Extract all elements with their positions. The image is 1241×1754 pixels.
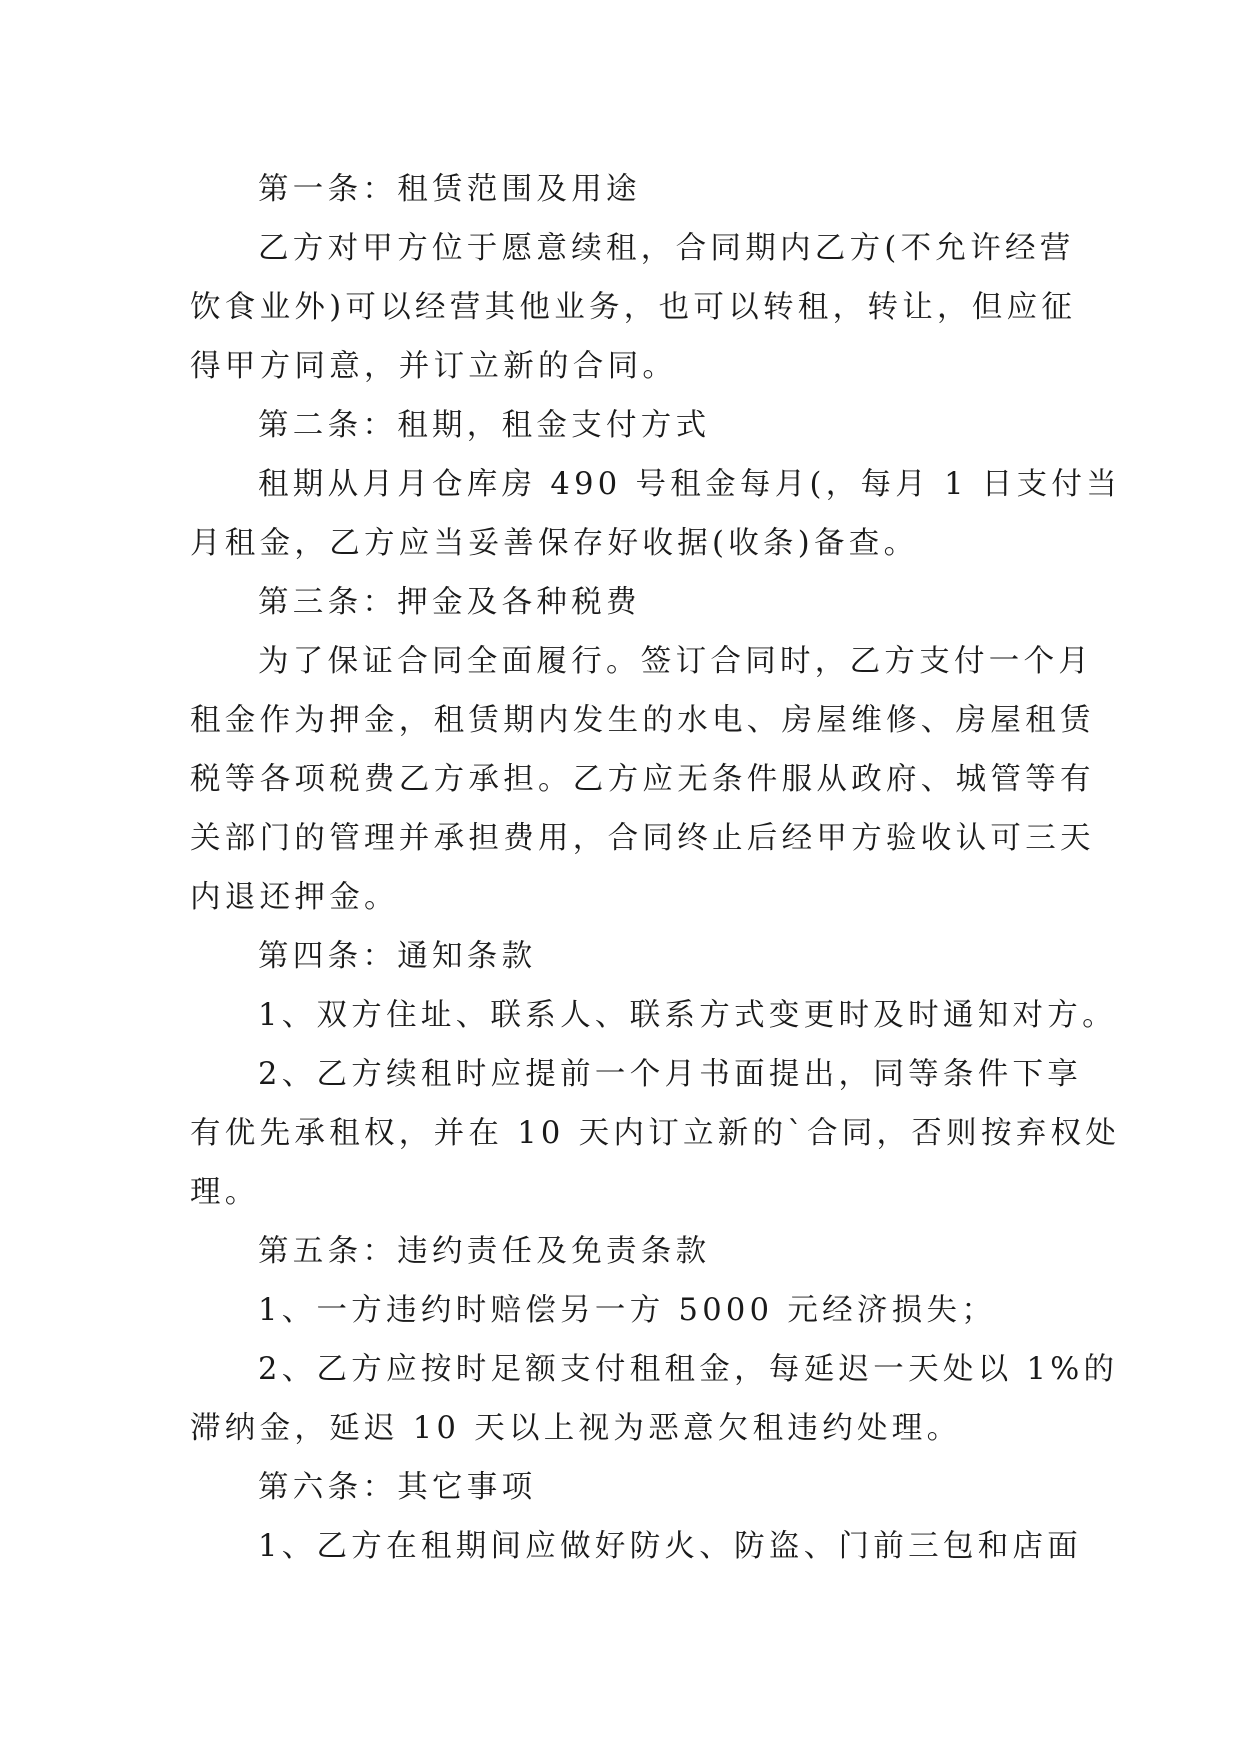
paragraph-line: 饮食业外)可以经营其他业务，也可以转租，转让，但应征 [190,290,1077,325]
article-2-heading: 第二条：租期，租金支付方式 [258,408,711,443]
article-6-heading: 第六条：其它事项 [258,1470,537,1505]
contract-body [190,160,1121,1576]
paragraph-line: 月租金，乙方应当妥善保存好收据(收条)备查。 [190,526,919,561]
paragraph-line: 2、乙方应按时足额支付租租金，每延迟一天处以 1%的 [258,1352,1119,1387]
paragraph-line: 为了保证合同全面履行。签订合同时，乙方支付一个月 [258,644,1094,679]
paragraph-line: 2、乙方续租时应提前一个月书面提出，同等条件下享 [258,1057,1083,1092]
paragraph-line: 租期从月月仓库房 490 号租金每月(，每月 1 日支付当 [258,467,1121,502]
paragraph-line: 租金作为押金，租赁期内发生的水电、房屋维修、房屋租赁 [190,703,1095,738]
paragraph-line: 关部门的管理并承担费用，合同终止后经甲方验收认可三天 [190,821,1095,856]
paragraph-line: 得甲方同意，并订立新的合同。 [190,349,678,384]
article-1-heading: 第一条：租赁范围及用途 [258,172,641,207]
paragraph-line: 1、双方住址、联系人、联系方式变更时及时通知对方。 [258,998,1117,1033]
article-3-heading: 第三条：押金及各种税费 [258,585,641,620]
paragraph-line: 理。 [190,1175,260,1210]
article-4-heading: 第四条：通知条款 [258,939,537,974]
paragraph-line: 乙方对甲方位于愿意续租，合同期内乙方(不允许经营 [258,231,1075,266]
paragraph-line: 有优先承租权，并在 10 天内订立新的`合同，否则按弃权处 [190,1116,1121,1151]
paragraph-line: 税等各项税费乙方承担。乙方应无条件服从政府、城管等有 [190,762,1095,797]
article-5-heading: 第五条：违约责任及免责条款 [258,1234,711,1269]
paragraph-line: 滞纳金，延迟 10 天以上视为恶意欠租违约处理。 [190,1411,962,1446]
paragraph-line: 1、一方违约时赔偿另一方 5000 元经济损失； [258,1293,997,1328]
paragraph-line: 内退还押金。 [190,880,399,915]
paragraph-line: 1、乙方在租期间应做好防火、防盗、门前三包和店面 [258,1529,1083,1564]
